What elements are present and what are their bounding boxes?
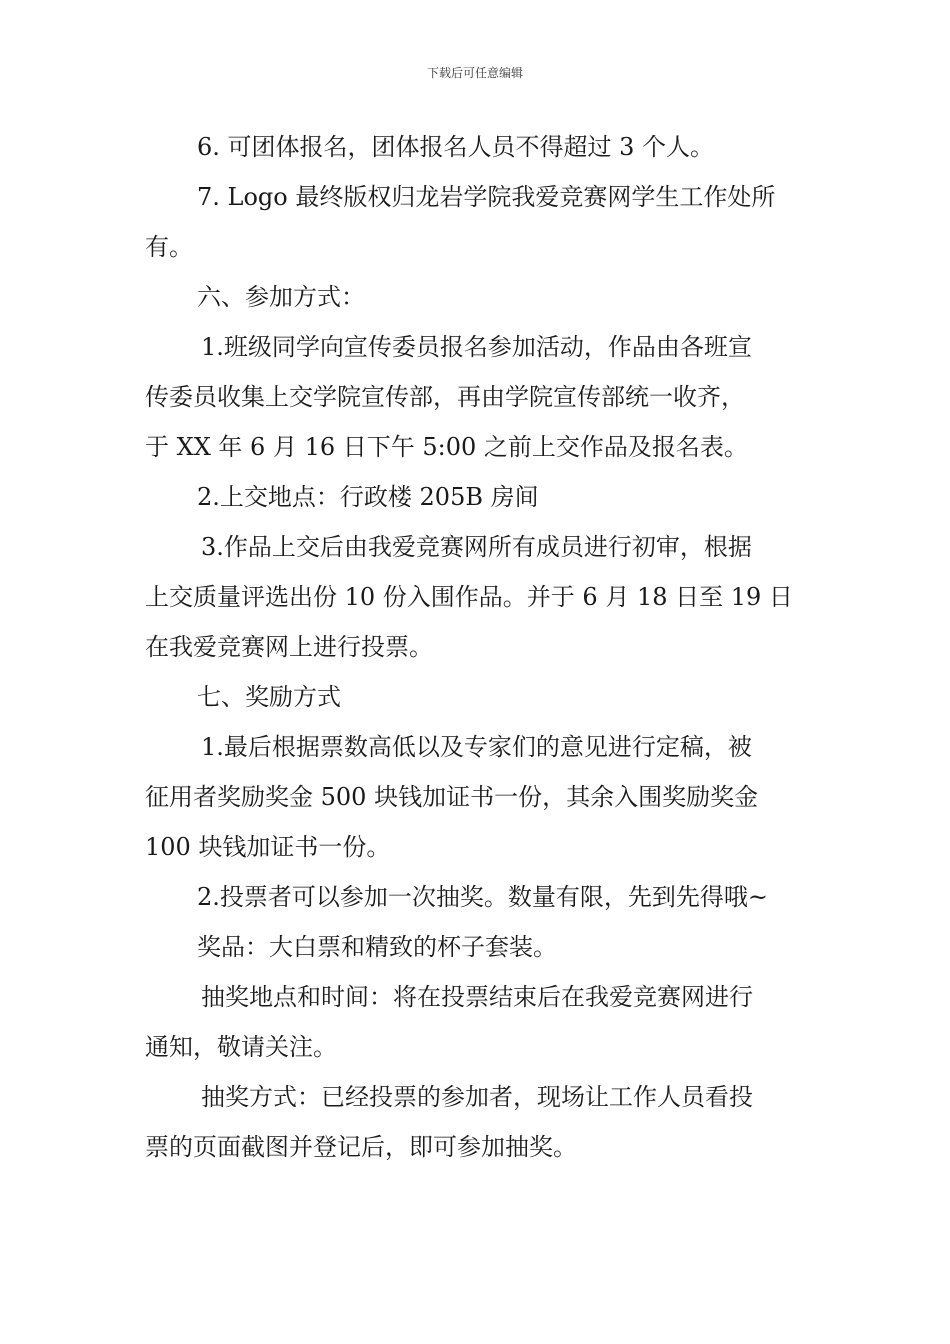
paragraph-line: 上交质量评选出份 10 份入围作品。并于 6 月 18 日至 19 日 (145, 583, 793, 611)
paragraph-line: 1.最后根据票数高低以及专家们的意见进行定稿，被 (201, 733, 752, 761)
paragraph-line: 在我爱竞赛网上进行投票。 (145, 633, 433, 661)
paragraph-line: 100 块钱加证书一份。 (145, 833, 391, 861)
paragraph-line: 奖品：大白票和精致的杯子套装。 (197, 933, 557, 961)
page-header: 下载后可任意编辑 (426, 66, 523, 80)
paragraph-line: 2.上交地点：行政楼 205B 房间 (197, 483, 539, 511)
paragraph-line: 抽奖方式：已经投票的参加者，现场让工作人员看投 (201, 1083, 753, 1111)
paragraph-line: 有。 (145, 233, 193, 261)
paragraph-line: 传委员收集上交学院宣传部，再由学院宣传部统一收齐， (145, 383, 745, 411)
paragraph-line: 2.投票者可以参加一次抽奖。数量有限，先到先得哦~ (197, 883, 769, 911)
section-heading: 六、参加方式： (197, 283, 365, 311)
paragraph-line: 抽奖地点和时间：将在投票结束后在我爱竞赛网进行 (201, 983, 753, 1011)
paragraph-line: 票的页面截图并登记后，即可参加抽奖。 (145, 1133, 577, 1161)
section-heading: 七、奖励方式 (197, 683, 341, 711)
paragraph-line: 于 XX 年 6 月 16 日下午 5:00 之前上交作品及报名表。 (145, 433, 748, 461)
paragraph-line: 7. Logo 最终版权归龙岩学院我爱竞赛网学生工作处所 (197, 183, 776, 211)
paragraph-line: 6. 可团体报名，团体报名人员不得超过 3 个人。 (197, 133, 715, 161)
paragraph-line: 3.作品上交后由我爱竞赛网所有成员进行初审，根据 (201, 533, 752, 561)
document-body (145, 122, 810, 1172)
paragraph-line: 征用者奖励奖金 500 块钱加证书一份，其余入围奖励奖金 (145, 783, 759, 811)
paragraph-line: 通知，敬请关注。 (145, 1033, 337, 1061)
paragraph-line: 1.班级同学向宣传委员报名参加活动，作品由各班宣 (201, 333, 752, 361)
